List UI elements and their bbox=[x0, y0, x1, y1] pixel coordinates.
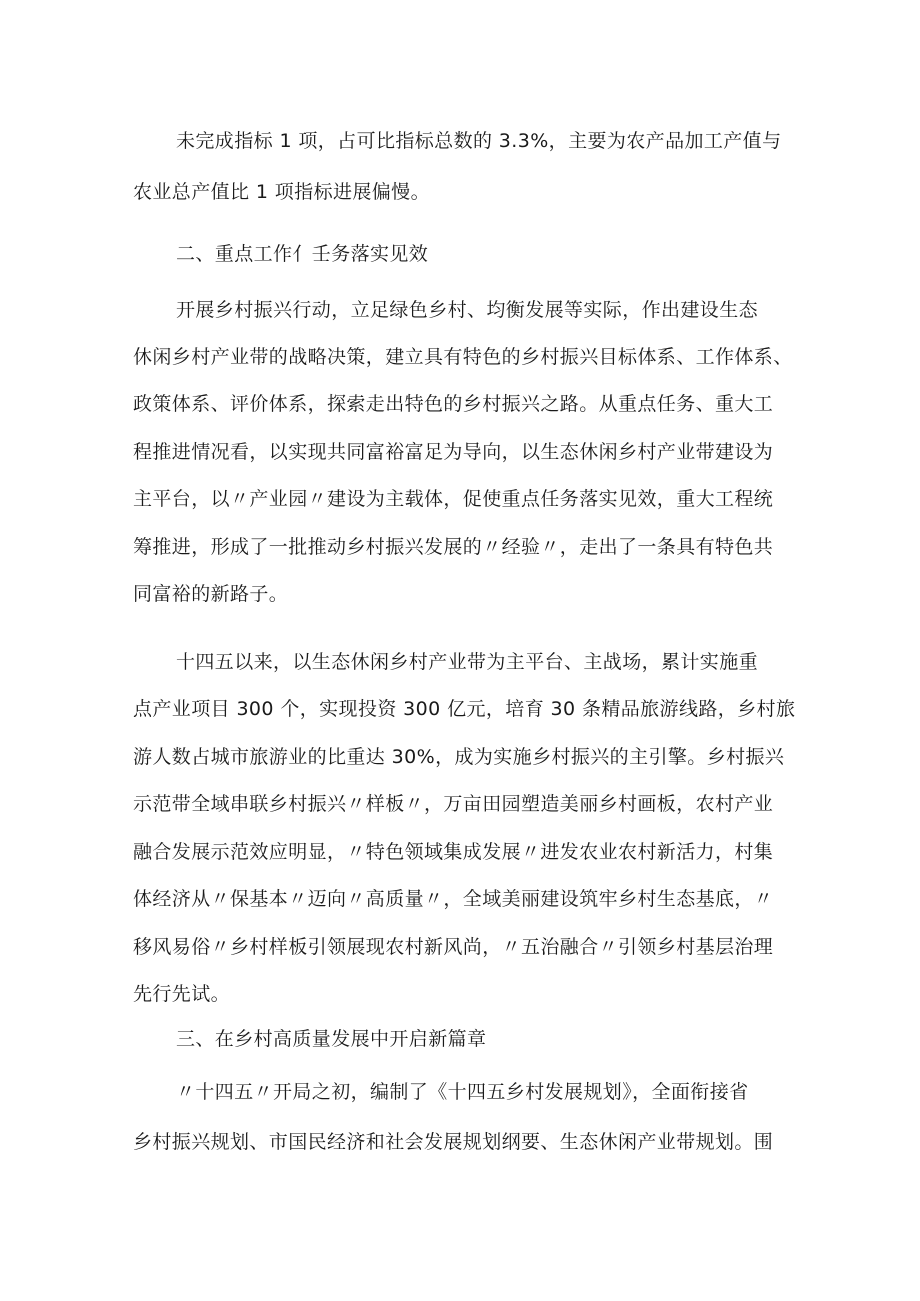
paragraph-line: 〃十四五〃开局之初，编制了《十四五乡村发展规划》，全面衔接省 bbox=[176, 1081, 749, 1103]
section-heading: 三、在乡村高质量发展中开启新篇章 bbox=[176, 1028, 487, 1050]
paragraph-line: 程推进情况看，以实现共同富裕富足为导向，以生态休闲乡村产业带建设为 bbox=[133, 441, 774, 463]
paragraph-line: 筹推进，形成了一批推动乡村振兴发展的〃经验〃，走出了一条具有特色共 bbox=[133, 536, 774, 558]
paragraph-line: 休闲乡村产业带的战略决策，建立具有特色的乡村振兴目标体系、工作体系、 bbox=[133, 346, 793, 368]
paragraph-line: 开展乡村振兴行动，立足绿色乡村、均衡发展等实际，作出建设生态 bbox=[176, 299, 759, 321]
paragraph-line: 十四五以来，以生态休闲乡村产业带为主平台、主战场，累计实施重 bbox=[176, 651, 759, 673]
paragraph-line: 政策体系、评价体系，探索走出特色的乡村振兴之路。从重点任务、重大工 bbox=[133, 393, 774, 415]
paragraph-line: 农业总产值比 1 项指标进展偏慢。 bbox=[133, 181, 430, 203]
paragraph-line: 同富裕的新路子。 bbox=[133, 583, 289, 605]
paragraph-line: 融合发展示范效应明显，〃特色领域集成发展〃进发农业农村新活力，村集 bbox=[133, 841, 774, 863]
paragraph-line: 游人数占城市旅游业的比重达 30%，成为实施乡村振兴的主引擎。乡村振兴 bbox=[133, 746, 785, 768]
paragraph-line: 先行先试。 bbox=[133, 983, 231, 1005]
paragraph-line: 点产业项目 300 个，实现投资 300 亿元，培育 30 条精品旅游线路，乡村旅 bbox=[133, 698, 796, 720]
section-heading: 二、重点工作亻壬务落实见效 bbox=[176, 243, 429, 265]
paragraph-line: 体经济从〃保基本〃迈向〃高质量〃，全域美丽建设筑牢乡村生态基底，〃 bbox=[133, 888, 774, 910]
paragraph-line: 未完成指标 1 项，占可比指标总数的 3.3%，主要为农产品加工产值与 bbox=[176, 130, 782, 152]
paragraph-line: 移风易俗〃乡村样板引领展现农村新风尚，〃五治融合〃引领乡村基层治理 bbox=[133, 936, 774, 958]
paragraph-line: 示范带全域串联乡村振兴〃样板〃，万亩田园塑造美丽乡村画板，农村产业 bbox=[133, 793, 774, 815]
paragraph-line: 主平台，以〃产业园〃建设为主载体，促使重点任务落实见效，重大工程统 bbox=[133, 488, 774, 510]
paragraph-line: 乡村振兴规划、市国民经济和社会发展规划纲要、生态休闲产业带规划。围 bbox=[133, 1131, 774, 1153]
